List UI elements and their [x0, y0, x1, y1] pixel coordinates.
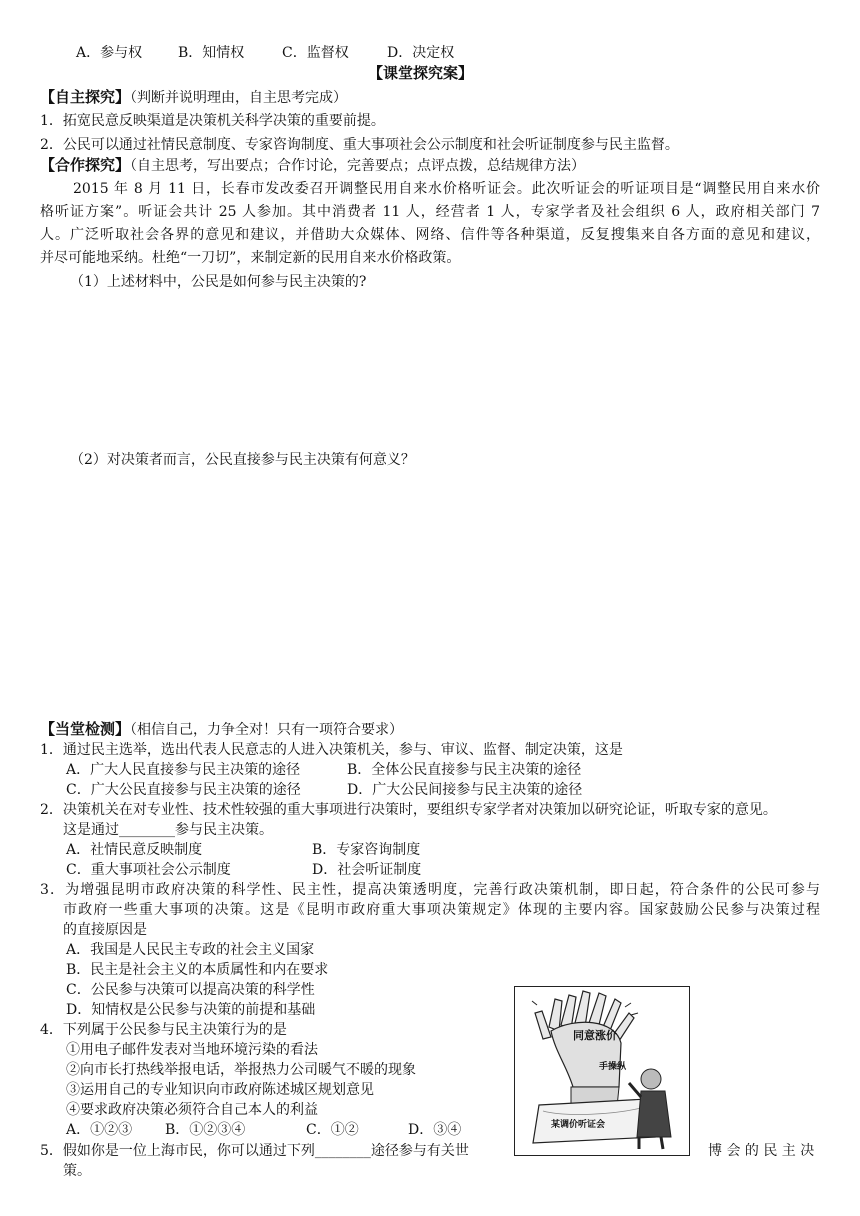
q2-stem-2: 这是通过________参与民主决策。: [63, 822, 273, 838]
coop-explore-note: （自主思考，写出要点；合作讨论，完善要点；点评点拨，总结规律方法）: [130, 158, 586, 174]
q2-stem-1: 2．决策机关在对专业性、技术性较强的重大事项进行决策时，要组织专家学者对决策加以研究论证，听取专家的意见。: [40, 802, 777, 818]
option-b: B．知情权: [178, 45, 245, 61]
material-line-4: 并尽可能地采纳。杜绝“一刀切”，来制定新的民用自来水价格政策。: [40, 250, 461, 266]
section-title: 【课堂探究案】: [368, 64, 474, 82]
cartoon-table-label: 某调价听证会: [551, 1120, 606, 1130]
hearing-cartoon-image: [514, 986, 690, 1156]
test-note: （相信自己，力争全对！只有一项符合要求）: [130, 722, 404, 738]
q3-option-a: A．我国是人民民主专政的社会主义国家: [66, 942, 315, 958]
cartoon-banner-label: 同意涨价: [573, 1029, 617, 1042]
coop-explore-heading: [40, 155, 585, 176]
q3-option-d: D．知情权是公民参与决策的前提和基础: [66, 1002, 316, 1018]
q3-option-b: B．民主是社会主义的本质属性和内在要求: [66, 962, 329, 978]
q4-item-4: ④要求政府决策必须符合自己本人的利益: [66, 1102, 318, 1118]
test-heading: [40, 719, 403, 740]
q4-option-d: D．③④: [408, 1122, 462, 1138]
test-head: 【当堂检测】: [40, 720, 131, 738]
q2-option-c: C．重大事项社会公示制度: [66, 862, 231, 878]
q1-option-c: C．广大公民直接参与民主决策的途径: [66, 782, 301, 798]
cartoon-hand-label: 手操纵: [599, 1062, 627, 1072]
option-d: D．决定权: [387, 45, 455, 61]
q1-option-a: A．广大人民直接参与民主决策的途径: [66, 762, 301, 778]
material-line-1: 2015 年 8 月 11 日，长春市发改委召开调整民用自来水价格听证会。此次听证会的听证项目是“调整民用自来水价: [73, 181, 820, 197]
q1-option-b: B．全体公民直接参与民主决策的途径: [347, 762, 582, 778]
option-a: A．参与权: [76, 45, 143, 61]
q2-option-d: D．社会听证制度: [312, 862, 422, 878]
q3-stem-3: 的直接原因是: [63, 922, 147, 938]
self-explore-item-1: 1．拓宽民意反映渠道是决策机关科学决策的重要前提。: [40, 113, 385, 129]
self-explore-item-2: 2．公民可以通过社情民意制度、专家咨询制度、重大事项社会公示制度和社会听证制度参与民主监督。: [40, 137, 679, 153]
self-explore-note: （判断并说明理由，自主思考完成）: [130, 90, 348, 106]
q4-stem: 4．下列属于公民参与民主决策行为的是: [40, 1022, 287, 1038]
self-explore-heading: [40, 87, 347, 108]
coop-question-1: （1）上述材料中，公民是如何参与民主决策的?: [70, 274, 367, 290]
q5-stem-2: 策。: [63, 1163, 91, 1179]
q5-stem-1b: 博 会 的 民 主 决: [708, 1143, 815, 1159]
material-line-2: 格听证方案”。听证会共计 25 人参加。其中消费者 11 人，经营者 1 人，专家学者及社会组织 6 人，政府相关部门 7: [40, 204, 820, 220]
q4-option-c: C．①②: [306, 1122, 359, 1138]
q4-option-b: B．①②③④: [165, 1122, 246, 1138]
q4-option-a: A．①②③: [66, 1122, 133, 1138]
q1-stem: 1．通过民主选举，选出代表人民意志的人进入决策机关，参与、审议、监督、制定决策，这是: [40, 742, 623, 758]
self-explore-head: 【自主探究】: [40, 88, 131, 106]
q2-option-b: B．专家咨询制度: [312, 842, 421, 858]
q4-item-1: ①用电子邮件发表对当地环境污染的看法: [66, 1042, 318, 1058]
q1-option-d: D．广大公民间接参与民主决策的途径: [347, 782, 583, 798]
q3-stem-1: 3．为增强昆明市政府决策的科学性、民主性，提高决策透明度，完善行政决策机制，即日起，符合条件的公民可参与: [40, 882, 820, 898]
material-line-3: 人。广泛听取社会各界的意见和建议，并借助大众媒体、网络、信件等各种渠道，反复搜集来自各方面的意见和建议，: [40, 227, 820, 243]
q4-item-3: ③运用自己的专业知识向市政府陈述城区规划意见: [66, 1082, 374, 1098]
option-c: C．监督权: [282, 45, 349, 61]
q2-option-a: A．社情民意反映制度: [66, 842, 203, 858]
q4-item-2: ②向市长打热线举报电话，举报热力公司暖气不暖的现象: [66, 1062, 416, 1078]
q5-stem-1a: 5．假如你是一位上海市民，你可以通过下列________途径参与有关世: [40, 1143, 469, 1159]
coop-question-2: （2）对决策者而言，公民直接参与民主决策有何意义？: [70, 452, 415, 468]
q3-option-c: C．公民参与决策可以提高决策的科学性: [66, 982, 315, 998]
q3-stem-2: 市政府一些重大事项的决策。这是《昆明市政府重大事项决策规定》体现的主要内容。国家鼓励公民参与决策过程: [63, 902, 820, 918]
coop-explore-head: 【合作探究】: [40, 156, 131, 174]
